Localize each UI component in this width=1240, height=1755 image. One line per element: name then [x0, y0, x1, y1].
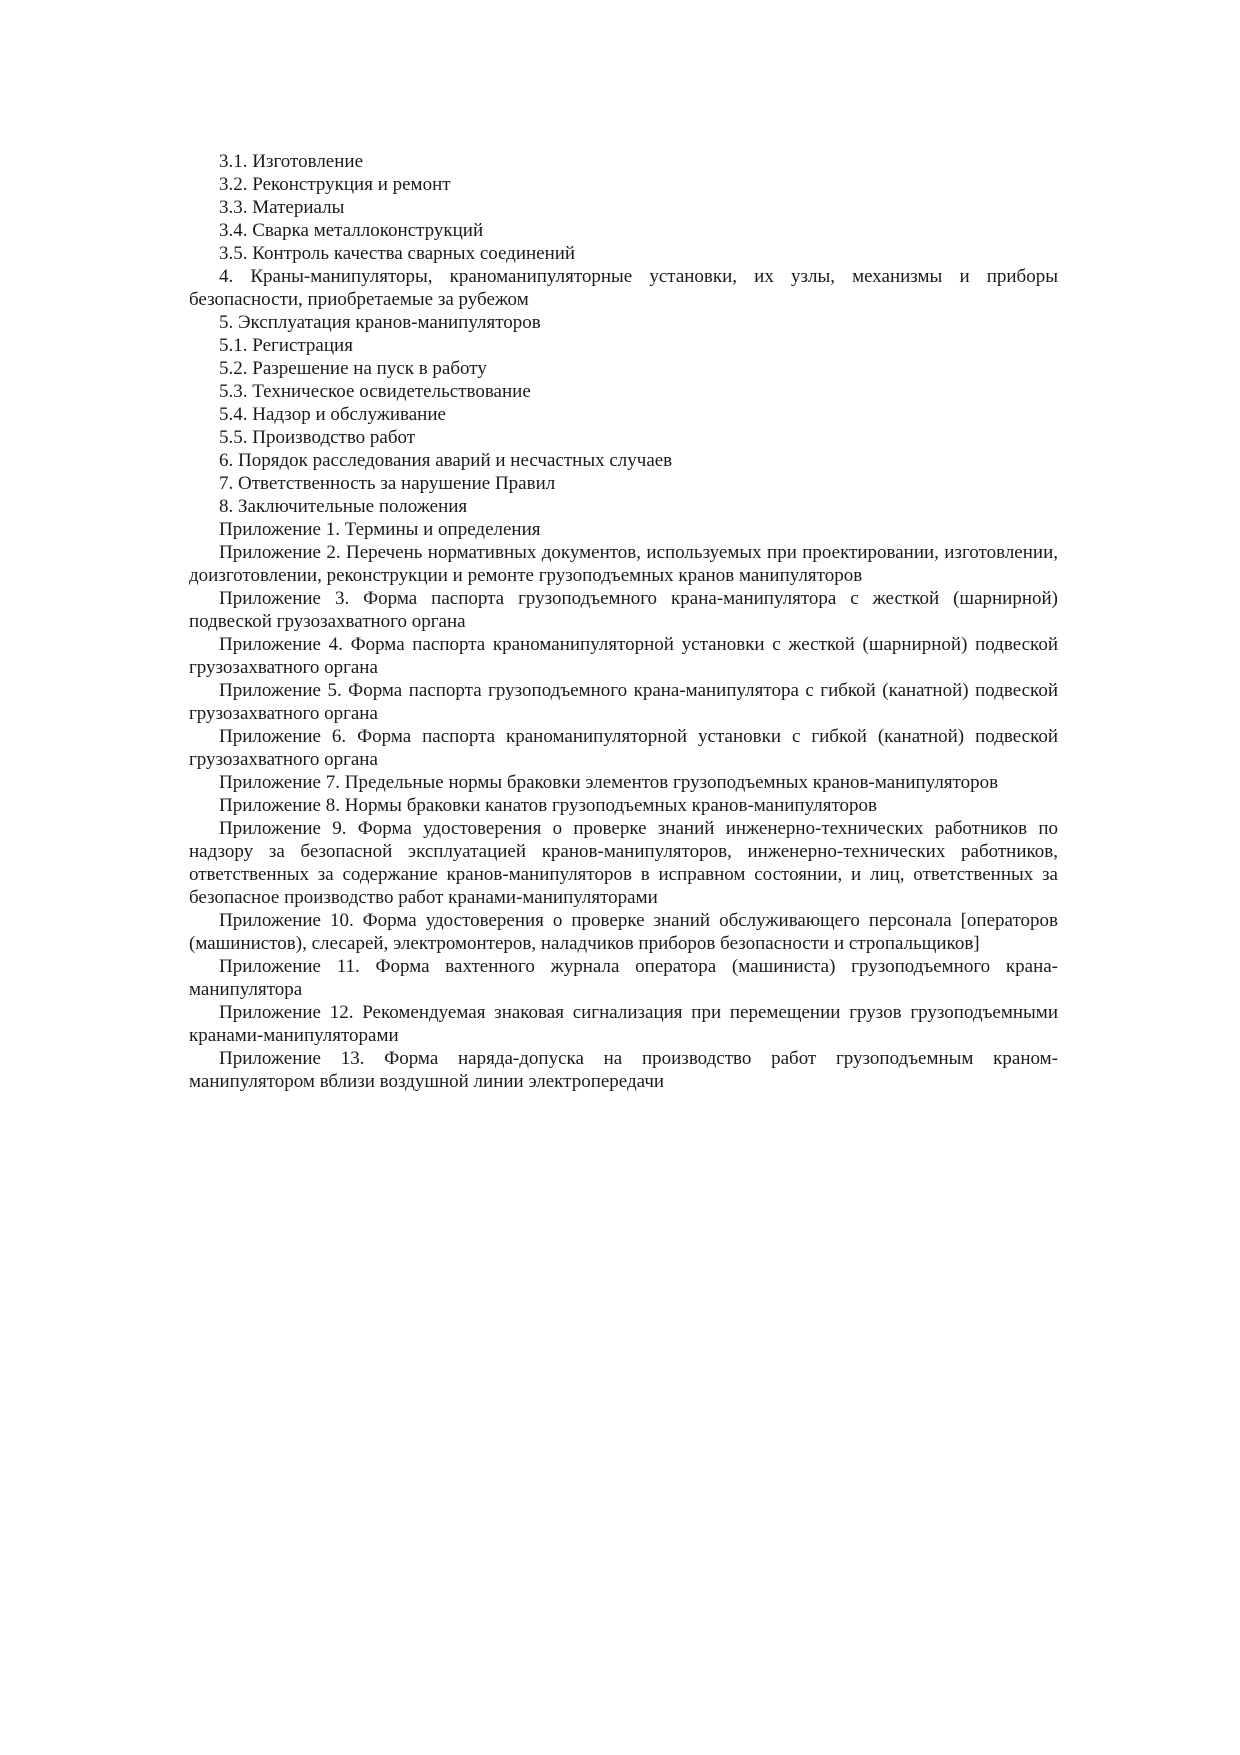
toc-entry: 5.5. Производство работ — [219, 427, 416, 448]
toc-entry: 3.4. Сварка металлоконструкций — [219, 220, 484, 241]
toc-entry: 3.1. Изготовление — [219, 151, 364, 172]
toc-entry: Приложение 7. Предельные нормы браковки элементов грузоподъемных кранов-манипуляторов — [219, 772, 999, 793]
toc-entry: 5.1. Регистрация — [219, 335, 353, 356]
table-of-contents — [189, 150, 1058, 1093]
toc-entry: Приложение 12. Рекомендуемая знаковая сигнализация при перемещении грузов грузоподъемными кранами-манипуляторами — [189, 1002, 1058, 1046]
toc-entry: 5.2. Разрешение на пуск в работу — [219, 358, 487, 379]
toc-entry: Приложение 6. Форма паспорта краноманипуляторной установки с гибкой (канатной) подвеской грузозахватного органа — [189, 726, 1058, 770]
toc-entry: Приложение 2. Перечень нормативных документов, используемых при проектировании, изготовлении, доизготовлении, реконструкции и ремонте грузоподъемных кранов манипуляторов — [189, 542, 1058, 586]
toc-entry: 5. Эксплуатация кранов-манипуляторов — [219, 312, 541, 333]
toc-entry: Приложение 3. Форма паспорта грузоподъемного крана-манипулятора с жесткой (шарнирной) подвеской грузозахватного органа — [189, 588, 1058, 632]
toc-entry: Приложение 4. Форма паспорта краноманипуляторной установки с жесткой (шарнирной) подвеской грузозахватного органа — [189, 634, 1058, 678]
toc-entry: 6. Порядок расследования аварий и несчастных случаев — [219, 450, 673, 471]
toc-entry: Приложение 11. Форма вахтенного журнала оператора (машиниста) грузоподъемного крана-манипулятора — [189, 956, 1058, 1000]
toc-entry: Приложение 5. Форма паспорта грузоподъемного крана-манипулятора с гибкой (канатной) подвеской грузозахватного органа — [189, 680, 1058, 724]
toc-entry: Приложение 13. Форма наряда-допуска на производство работ грузоподъемным краном-манипулятором вблизи воздушной линии электропередачи — [189, 1048, 1058, 1092]
toc-entry: 7. Ответственность за нарушение Правил — [219, 473, 556, 494]
toc-entry: 3.5. Контроль качества сварных соединений — [219, 243, 576, 264]
toc-entry: Приложение 8. Нормы браковки канатов грузоподъемных кранов-манипуляторов — [219, 795, 878, 816]
toc-entry: Приложение 1. Термины и определения — [219, 519, 541, 540]
toc-entry: Приложение 10. Форма удостоверения о проверке знаний обслуживающего персонала [операторов (машинистов), слесарей, электромонтеров, наладчиков приборов безопасности и стропальщиков] — [189, 910, 1058, 954]
toc-entry: 3.2. Реконструкция и ремонт — [219, 174, 451, 195]
toc-entry: 3.3. Материалы — [219, 197, 345, 218]
toc-entry: 8. Заключительные положения — [219, 496, 468, 517]
toc-entry: 4. Краны-манипуляторы, краноманипуляторные установки, их узлы, механизмы и приборы безопасности, приобретаемые за рубежом — [189, 266, 1058, 310]
toc-entry: Приложение 9. Форма удостоверения о проверке знаний инженерно-технических работников по надзору за безопасной эксплуатацией кранов-манипуляторов, инженерно-технических работников, ответственных за содержание кранов-манипуляторов в исправном состоянии, и лиц, ответственных за безопасное производство работ кранами-манипуляторами — [189, 818, 1058, 908]
toc-entry: 5.3. Техническое освидетельствование — [219, 381, 531, 402]
toc-entry: 5.4. Надзор и обслуживание — [219, 404, 446, 425]
